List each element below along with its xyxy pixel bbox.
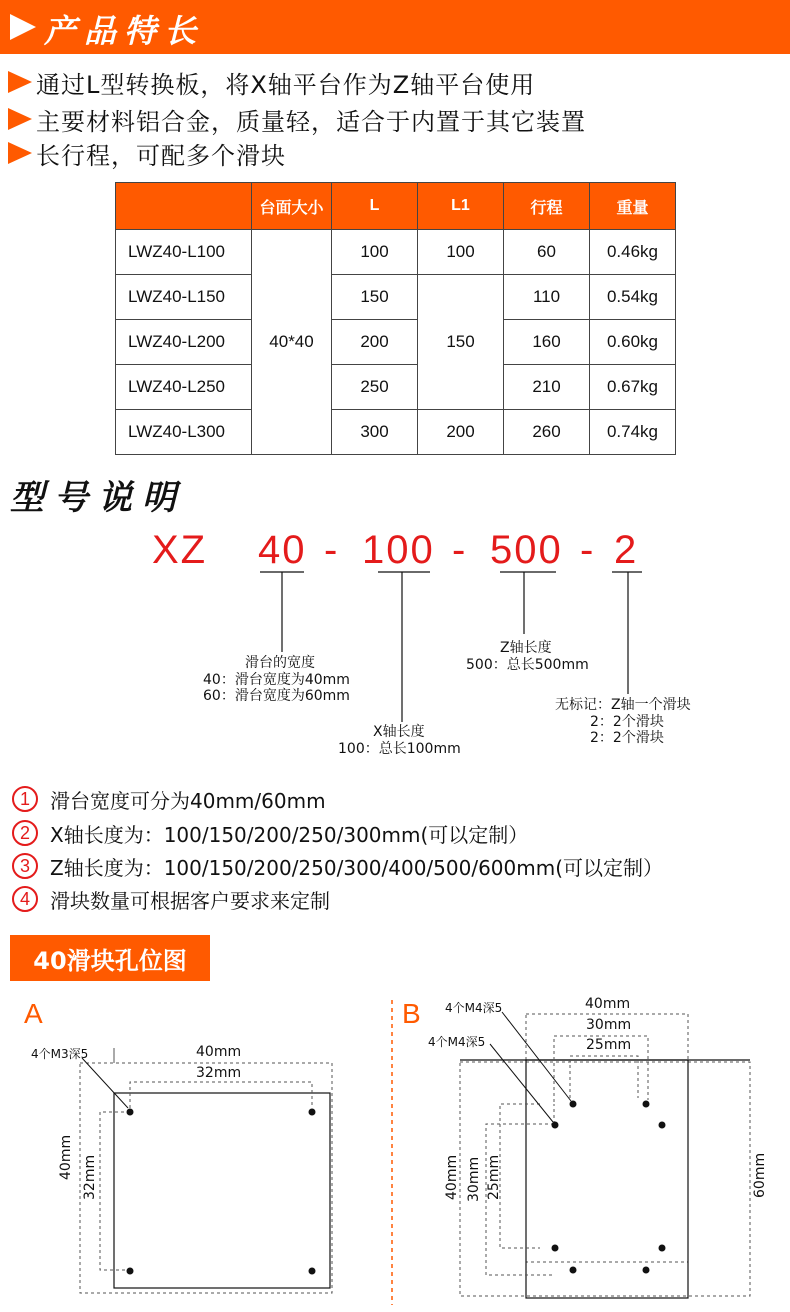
diagram-a-vdim-40: 40mm: [58, 1134, 74, 1180]
table-header: [116, 183, 252, 230]
table-cell-size: 40*40: [252, 230, 332, 455]
diagram-b-vdim-25: 25mm: [486, 1154, 502, 1200]
banner-title: 产品特长: [44, 12, 205, 50]
arrow-icon: [10, 14, 36, 40]
table-cell-stroke: 210: [504, 365, 590, 410]
feature-text: 主要材料铝合金，质量轻，适合于内置于其它装置: [36, 107, 586, 136]
slider-desc-line: 无标记：Z轴一个滑块: [555, 697, 691, 713]
hole-marker: [643, 1267, 650, 1274]
table-cell-l: 250: [332, 365, 418, 410]
table-row: [116, 230, 676, 275]
feature-item: [8, 67, 535, 97]
note-item: [12, 884, 330, 914]
hole-marker: [127, 1109, 134, 1116]
table-cell-l: 300: [332, 410, 418, 455]
table-cell-model: LWZ40-L250: [116, 365, 252, 410]
table-cell-weight: 0.54kg: [590, 275, 676, 320]
code-x-length: 100: [362, 528, 435, 572]
number-circle-icon: 1: [12, 786, 38, 812]
diagram-a-hole-label: 4个M3深5: [31, 1047, 89, 1061]
table-cell-stroke: 110: [504, 275, 590, 320]
note-text: Z轴长度为：100/150/200/250/300/400/500/600mm(可以定制）: [50, 855, 664, 880]
diagram-a-dim-32: 32mm: [196, 1065, 242, 1081]
table-cell-model: LWZ40-L300: [116, 410, 252, 455]
diagram-a-vdim-32: 32mm: [82, 1154, 98, 1200]
diagram-b-dim-30: 30mm: [586, 1017, 632, 1033]
hole-marker: [643, 1101, 650, 1108]
note-item: [12, 818, 528, 848]
z-desc-line: 500：总长500mm: [466, 657, 589, 673]
hole-marker: [552, 1245, 559, 1252]
diagram-b-dim-40: 40mm: [585, 996, 631, 1012]
code-prefix: XZ: [152, 528, 208, 572]
code-separator: -: [580, 528, 596, 572]
feature-text: 长行程，可配多个滑块: [36, 141, 286, 170]
feature-text: 通过L型转换板，将X轴平台作为Z轴平台使用: [36, 70, 536, 99]
section-banner: [0, 0, 790, 54]
table-header: 行程: [504, 183, 590, 230]
code-z-length: 500: [490, 528, 563, 572]
note-text: 滑块数量可根据客户要求来定制: [50, 888, 330, 913]
table-header: L1: [418, 183, 504, 230]
note-text: X轴长度为：100/150/200/250/300mm(可以定制）: [50, 822, 529, 847]
hole-marker: [309, 1268, 316, 1275]
table-cell-l1: 150: [418, 275, 504, 410]
width-desc-line: 40：滑台宽度为40mm: [203, 672, 350, 688]
note-item: [12, 784, 326, 814]
number-circle-icon: 4: [12, 886, 38, 912]
diagram-b-vdim-40: 40mm: [444, 1154, 460, 1200]
table-row: [116, 320, 676, 365]
diagram-a-letter: A: [24, 998, 43, 1029]
diagram-b-dim-25: 25mm: [586, 1037, 632, 1053]
table-row: [116, 275, 676, 320]
number-circle-icon: 3: [12, 853, 38, 879]
table-header: 重量: [590, 183, 676, 230]
table-cell-weight: 0.46kg: [590, 230, 676, 275]
code-width: 40: [258, 528, 307, 572]
table-cell-weight: 0.74kg: [590, 410, 676, 455]
table-cell-stroke: 160: [504, 320, 590, 365]
spec-table: [115, 182, 676, 455]
slider-desc-line: 2：2个滑块: [590, 714, 664, 730]
table-row: [116, 410, 676, 455]
table-cell-stroke: 60: [504, 230, 590, 275]
number-circle-icon: 2: [12, 820, 38, 846]
diagram-b-vdim-60: 60mm: [752, 1152, 768, 1198]
feature-item: [8, 104, 586, 134]
table-cell-l: 150: [332, 275, 418, 320]
z-desc-title: Z轴长度: [500, 640, 552, 656]
x-desc-line: 100：总长100mm: [338, 741, 461, 757]
table-cell-l: 200: [332, 320, 418, 365]
hole-marker: [570, 1101, 577, 1108]
code-sliders: 2: [614, 528, 639, 572]
table-cell-model: LWZ40-L200: [116, 320, 252, 365]
table-cell-weight: 0.67kg: [590, 365, 676, 410]
table-header: L: [332, 183, 418, 230]
width-desc-line: 60：滑台宽度为60mm: [203, 688, 350, 704]
arrow-icon: [8, 71, 32, 93]
width-desc-title: 滑台的宽度: [245, 655, 315, 671]
hole-marker: [552, 1122, 559, 1129]
feature-item: [8, 138, 286, 168]
table-cell-weight: 0.60kg: [590, 320, 676, 365]
model-section-title: 型号说明: [10, 478, 186, 518]
code-separator: -: [452, 528, 468, 572]
diagram-b-vdim-30: 30mm: [466, 1156, 482, 1202]
table-header-row: [116, 183, 676, 230]
arrow-icon: [8, 142, 32, 164]
arrow-icon: [8, 108, 32, 130]
slider-desc-line: 2：2个滑块: [590, 730, 664, 746]
table-header: 台面大小: [252, 183, 332, 230]
table-cell-model: LWZ40-L100: [116, 230, 252, 275]
table-row: [116, 365, 676, 410]
table-cell-l1: 200: [418, 410, 504, 455]
hole-marker: [309, 1109, 316, 1116]
diagram-b-hole-label-2: 4个M4深5: [428, 1035, 486, 1049]
code-separator: -: [324, 528, 340, 572]
hole-marker: [127, 1268, 134, 1275]
hole-section-title: 40滑块孔位图: [10, 935, 210, 981]
diagram-b-hole-label-1: 4个M4深5: [445, 1001, 503, 1015]
table-cell-l: 100: [332, 230, 418, 275]
table-cell-l1: 100: [418, 230, 504, 275]
x-desc-title: X轴长度: [373, 724, 425, 740]
note-item: [12, 851, 663, 881]
note-text: 滑台宽度可分为40mm/60mm: [50, 788, 326, 813]
diagram-b-letter: B: [402, 998, 421, 1029]
diagram-a-dim-40: 40mm: [196, 1044, 242, 1060]
hole-marker: [659, 1122, 666, 1129]
hole-marker: [570, 1267, 577, 1274]
table-cell-stroke: 260: [504, 410, 590, 455]
table-cell-model: LWZ40-L150: [116, 275, 252, 320]
hole-marker: [659, 1245, 666, 1252]
